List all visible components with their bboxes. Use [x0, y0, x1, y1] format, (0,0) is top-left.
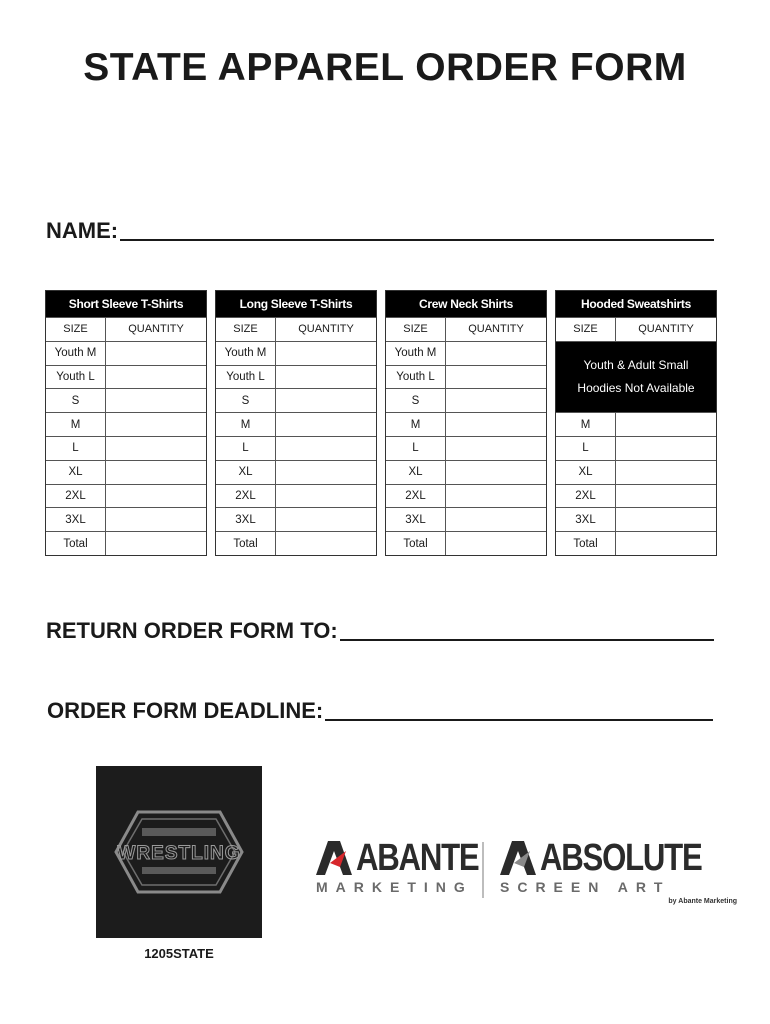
table-row	[556, 436, 716, 460]
logo-text: WRESTLING	[117, 843, 241, 864]
quantity-cell[interactable]	[276, 389, 376, 412]
design-code: 1205STATE	[144, 946, 214, 961]
quantity-cell[interactable]	[616, 485, 716, 508]
absolute-a-icon	[500, 841, 536, 875]
size-cell: S	[386, 389, 446, 412]
size-cell: Youth M	[216, 342, 276, 365]
abante-marketing-logo	[316, 837, 505, 895]
size-cell: L	[46, 437, 106, 460]
deadline-input-line[interactable]	[325, 703, 713, 721]
table-row	[46, 388, 206, 412]
table-column-headers	[46, 317, 206, 341]
absolute-screen-art-logo	[500, 837, 737, 905]
size-cell: 3XL	[556, 508, 616, 531]
table-row	[216, 507, 376, 531]
size-column-header: SIZE	[556, 318, 616, 341]
crew-neck-table	[385, 290, 547, 556]
size-column-header: SIZE	[216, 318, 276, 341]
table-row	[216, 460, 376, 484]
absolute-subtitle: SCREEN ART	[500, 879, 671, 895]
wrestling-logo	[96, 766, 262, 938]
quantity-cell[interactable]	[446, 437, 546, 460]
quantity-cell[interactable]	[276, 485, 376, 508]
quantity-cell[interactable]	[106, 461, 206, 484]
quantity-cell[interactable]	[276, 437, 376, 460]
return-to-input-line[interactable]	[340, 623, 714, 641]
notice-line: Hoodies Not Available	[577, 380, 695, 395]
absolute-wordmark: ABSOLUTE	[540, 837, 702, 879]
deadline-field	[47, 698, 713, 724]
table-column-headers	[386, 317, 546, 341]
quantity-cell[interactable]	[276, 508, 376, 531]
table-row	[216, 365, 376, 389]
table-row	[386, 507, 546, 531]
table-row	[556, 531, 716, 555]
quantity-cell[interactable]	[446, 532, 546, 555]
size-cell: Total	[46, 532, 106, 555]
short-sleeve-table	[45, 290, 207, 556]
table-header: Hooded Sweatshirts	[556, 291, 716, 317]
table-row	[386, 484, 546, 508]
table-row	[386, 531, 546, 555]
quantity-cell[interactable]	[616, 437, 716, 460]
table-header: Long Sleeve T-Shirts	[216, 291, 376, 317]
size-cell: Youth M	[46, 342, 106, 365]
quantity-column-header: QUANTITY	[128, 323, 184, 336]
size-cell: XL	[386, 461, 446, 484]
size-cell: Youth L	[386, 366, 446, 389]
quantity-cell[interactable]	[446, 413, 546, 436]
deadline-label: ORDER FORM DEADLINE:	[47, 698, 324, 723]
size-cell: Total	[556, 532, 616, 555]
quantity-cell[interactable]	[276, 461, 376, 484]
abante-wordmark: ABANTE	[356, 837, 479, 879]
table-row	[46, 484, 206, 508]
wrestling-design-image	[96, 766, 262, 938]
hooded-sweatshirts-table	[555, 290, 717, 556]
table-row	[216, 484, 376, 508]
quantity-cell[interactable]	[276, 342, 376, 365]
table-row	[216, 388, 376, 412]
size-cell: Total	[216, 532, 276, 555]
table-row	[386, 341, 546, 365]
size-cell: 2XL	[46, 485, 106, 508]
table-row	[386, 388, 546, 412]
size-cell: S	[46, 389, 106, 412]
quantity-cell[interactable]	[106, 366, 206, 389]
size-cell: 3XL	[216, 508, 276, 531]
table-row	[216, 531, 376, 555]
quantity-cell[interactable]	[276, 532, 376, 555]
table-row	[556, 507, 716, 531]
quantity-cell[interactable]	[106, 485, 206, 508]
size-cell: M	[556, 413, 616, 436]
table-header: Short Sleeve T-Shirts	[46, 291, 206, 317]
table-row	[386, 436, 546, 460]
return-to-field	[46, 618, 714, 644]
table-column-headers	[216, 317, 376, 341]
size-cell: Youth M	[386, 342, 446, 365]
quantity-column-header: QUANTITY	[298, 323, 354, 336]
quantity-cell[interactable]	[616, 532, 716, 555]
quantity-cell[interactable]	[446, 389, 546, 412]
table-column-headers	[556, 317, 716, 341]
size-cell: S	[216, 389, 276, 412]
quantity-cell[interactable]	[446, 461, 546, 484]
quantity-cell[interactable]	[616, 461, 716, 484]
table-row	[46, 507, 206, 531]
size-cell: L	[556, 437, 616, 460]
return-to-label: RETURN ORDER FORM TO:	[46, 618, 338, 643]
size-cell: L	[386, 437, 446, 460]
quantity-cell[interactable]	[446, 342, 546, 365]
name-label: NAME:	[46, 218, 119, 243]
table-row	[386, 412, 546, 436]
size-cell: 3XL	[46, 508, 106, 531]
table-row	[46, 436, 206, 460]
size-cell: M	[386, 413, 446, 436]
size-cell: Total	[386, 532, 446, 555]
quantity-cell[interactable]	[106, 437, 206, 460]
table-row	[386, 460, 546, 484]
table-row	[46, 365, 206, 389]
long-sleeve-table	[215, 290, 377, 556]
size-cell: 2XL	[386, 485, 446, 508]
quantity-cell[interactable]	[106, 532, 206, 555]
table-row	[216, 412, 376, 436]
size-column-header: SIZE	[386, 318, 446, 341]
table-row	[46, 341, 206, 365]
table-row	[46, 531, 206, 555]
notice-line: Youth & Adult Small	[583, 357, 689, 372]
table-row	[216, 341, 376, 365]
quantity-cell[interactable]	[446, 485, 546, 508]
quantity-cell[interactable]	[446, 508, 546, 531]
quantity-column-header: QUANTITY	[468, 323, 524, 336]
absolute-tagline: by Abante Marketing	[668, 898, 737, 905]
quantity-cell[interactable]	[106, 413, 206, 436]
size-cell: 2XL	[216, 485, 276, 508]
table-row	[386, 365, 546, 389]
abante-subtitle: MARKETING	[316, 879, 473, 895]
table-row	[46, 460, 206, 484]
size-cell: L	[216, 437, 276, 460]
unavailable-notice	[556, 341, 716, 412]
size-cell: XL	[556, 461, 616, 484]
quantity-cell[interactable]	[446, 366, 546, 389]
name-input-line[interactable]	[120, 223, 714, 241]
table-row	[46, 412, 206, 436]
size-cell: 3XL	[386, 508, 446, 531]
size-cell: XL	[216, 461, 276, 484]
brand-divider	[482, 842, 484, 898]
quantity-cell[interactable]	[276, 413, 376, 436]
quantity-cell[interactable]	[616, 413, 716, 436]
size-cell: Youth L	[46, 366, 106, 389]
quantity-cell[interactable]	[616, 508, 716, 531]
size-column-header: SIZE	[46, 318, 106, 341]
table-row	[556, 412, 716, 436]
table-header: Crew Neck Shirts	[386, 291, 546, 317]
table-row	[556, 484, 716, 508]
size-cell: XL	[46, 461, 106, 484]
name-field	[46, 218, 714, 244]
size-cell: Youth L	[216, 366, 276, 389]
abante-a-icon	[316, 841, 352, 875]
size-cell: M	[46, 413, 106, 436]
quantity-cell[interactable]	[276, 366, 376, 389]
quantity-cell[interactable]	[106, 508, 206, 531]
quantity-cell[interactable]	[106, 342, 206, 365]
size-cell: 2XL	[556, 485, 616, 508]
table-row	[556, 460, 716, 484]
size-cell: M	[216, 413, 276, 436]
page-title: STATE APPAREL ORDER FORM	[83, 46, 687, 89]
quantity-column-header: QUANTITY	[638, 323, 694, 336]
quantity-cell[interactable]	[106, 389, 206, 412]
table-row	[216, 436, 376, 460]
